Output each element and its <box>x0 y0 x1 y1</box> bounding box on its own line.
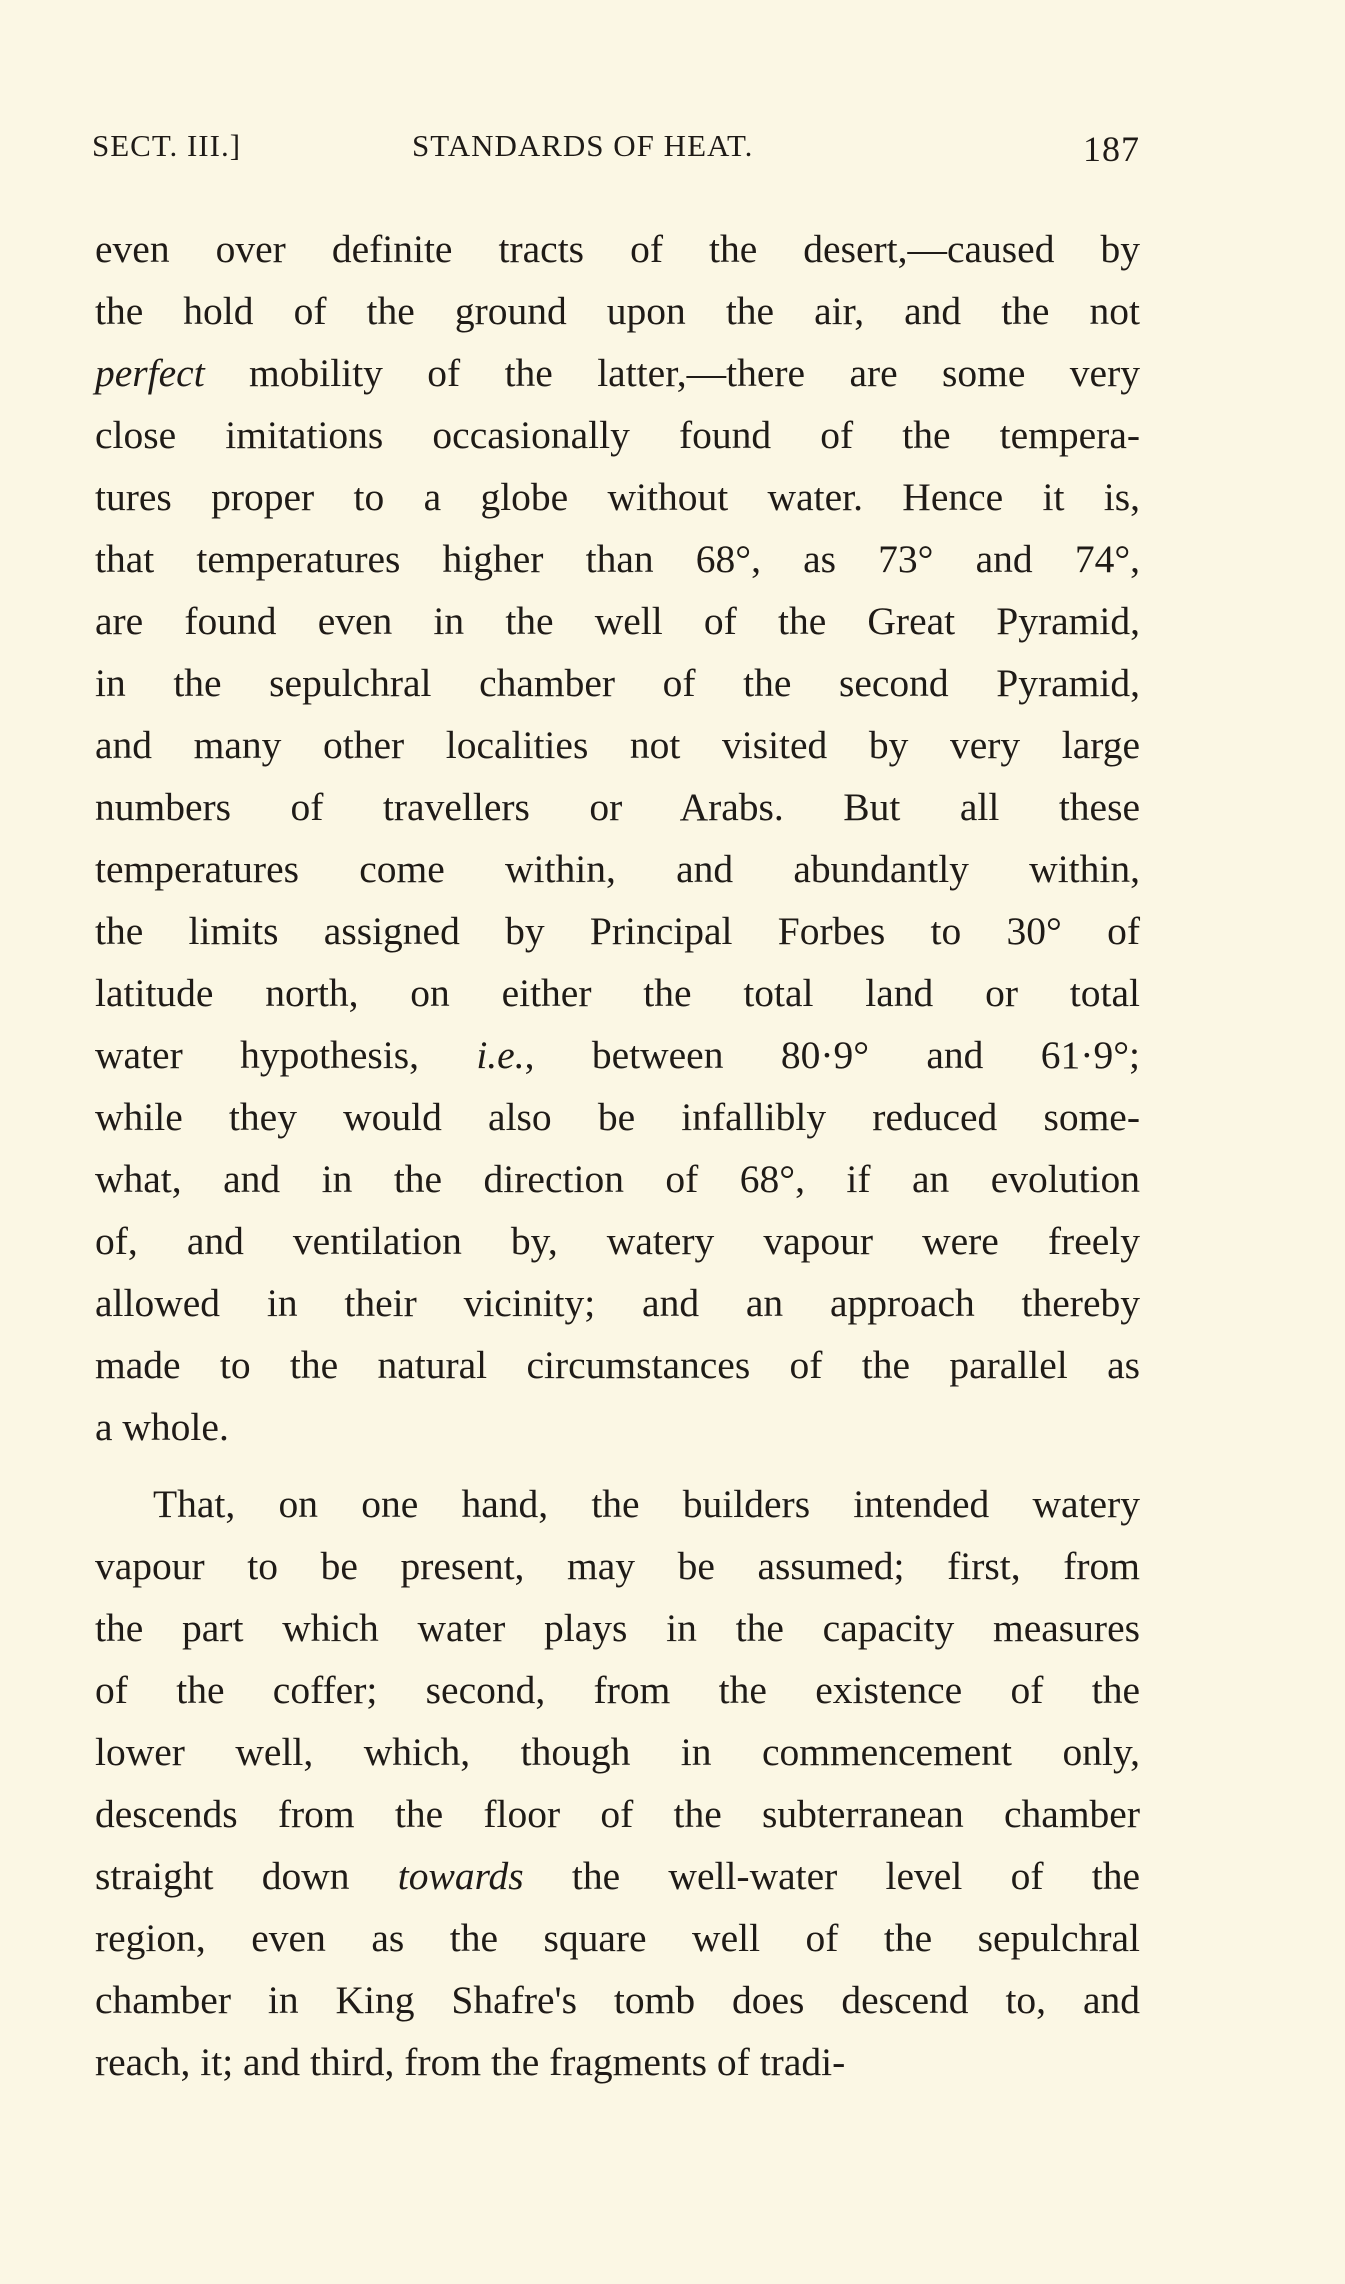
text-segment: allowed in their vicinity; and an approach thereby <box>95 1281 1140 1325</box>
text-line <box>95 466 1140 528</box>
text-line <box>95 280 1140 342</box>
italic-text: i.e. <box>476 1033 525 1077</box>
text-segment: that temperatures higher than 68°, as 73° and 74°, <box>95 537 1140 581</box>
italic-text: towards <box>397 1854 524 1898</box>
text-segment: water hypothesis, <box>95 1033 477 1077</box>
running-title: STANDARDS OF HEAT. <box>412 128 754 163</box>
paragraph-gap <box>95 1458 1140 1473</box>
text-segment: made to the natural circumstances of the parallel as <box>95 1343 1140 1387</box>
text-line <box>95 1210 1140 1272</box>
text-line <box>95 1473 1140 1535</box>
text-segment: the well-water level of the <box>523 1854 1140 1898</box>
text-segment: numbers of travellers or Arabs. But all these <box>95 785 1140 829</box>
text-line <box>95 2031 1140 2093</box>
text-segment: and many other localities not visited by very large <box>95 723 1140 767</box>
italic-text: perfect <box>95 351 205 395</box>
text-line <box>95 900 1140 962</box>
text-segment: straight down <box>95 1854 398 1898</box>
text-segment: in the sepulchral chamber of the second Pyramid, <box>95 661 1140 705</box>
text-line <box>95 714 1140 776</box>
text-segment: of, and ventilation by, watery vapour were freely <box>95 1219 1140 1263</box>
text-line <box>95 1969 1140 2031</box>
text-line <box>95 1148 1140 1210</box>
text-segment: the limits assigned by Principal Forbes to 30° of <box>95 909 1140 953</box>
text-segment: close imitations occasionally found of the tempera- <box>95 413 1140 457</box>
text-segment: temperatures come within, and abundantly within, <box>95 847 1140 891</box>
text-line <box>95 838 1140 900</box>
text-line <box>95 1396 1140 1458</box>
text-line <box>95 342 1140 404</box>
text-segment: even over definite tracts of the desert,—caused by <box>95 227 1140 271</box>
text-segment: the hold of the ground upon the air, and the not <box>95 289 1140 333</box>
text-line <box>95 776 1140 838</box>
text-segment: lower well, which, though in commencement only, <box>95 1730 1140 1774</box>
text-line <box>95 1272 1140 1334</box>
text-line <box>95 590 1140 652</box>
page-number: 187 <box>1083 129 1140 169</box>
text-line <box>95 218 1140 280</box>
text-segment: That, on one hand, the builders intended watery <box>153 1482 1140 1526</box>
text-line <box>95 962 1140 1024</box>
text-segment: descends from the floor of the subterranean chamber <box>95 1792 1140 1836</box>
text-line <box>95 652 1140 714</box>
text-segment: mobility of the latter,—there are some very <box>204 351 1140 395</box>
text-segment: chamber in King Shafre's tomb does descend to, and <box>95 1978 1140 2022</box>
text-line <box>95 1535 1140 1597</box>
body-text <box>95 218 1140 2093</box>
text-line <box>95 1659 1140 1721</box>
text-line <box>95 404 1140 466</box>
text-segment: , between 80·9° and 61·9°; <box>524 1033 1140 1077</box>
text-line <box>95 1783 1140 1845</box>
text-line <box>95 1845 1140 1907</box>
running-header <box>92 128 1140 178</box>
text-segment: what, and in the direction of 68°, if an evolution <box>95 1157 1140 1201</box>
text-segment: are found even in the well of the Great Pyramid, <box>95 599 1140 643</box>
text-line <box>95 1024 1140 1086</box>
text-segment: reach, it; and third, from the fragments of tradi- <box>95 2040 846 2084</box>
text-segment: tures proper to a globe without water. Hence it is, <box>95 475 1140 519</box>
text-segment: a whole. <box>95 1405 229 1449</box>
text-segment: the part which water plays in the capacity measures <box>95 1606 1140 1650</box>
text-segment: latitude north, on either the total land or total <box>95 971 1140 1015</box>
text-segment: of the coffer; second, from the existence of the <box>95 1668 1140 1712</box>
text-segment: vapour to be present, may be assumed; first, from <box>95 1544 1140 1588</box>
text-segment: while they would also be infallibly reduced some- <box>95 1095 1140 1139</box>
text-line <box>95 528 1140 590</box>
text-line <box>95 1086 1140 1148</box>
text-line <box>95 1334 1140 1396</box>
section-label: SECT. III.] <box>92 128 242 163</box>
text-line <box>95 1597 1140 1659</box>
text-segment: region, even as the square well of the sepulchral <box>95 1916 1140 1960</box>
text-line <box>95 1721 1140 1783</box>
text-line <box>95 1907 1140 1969</box>
